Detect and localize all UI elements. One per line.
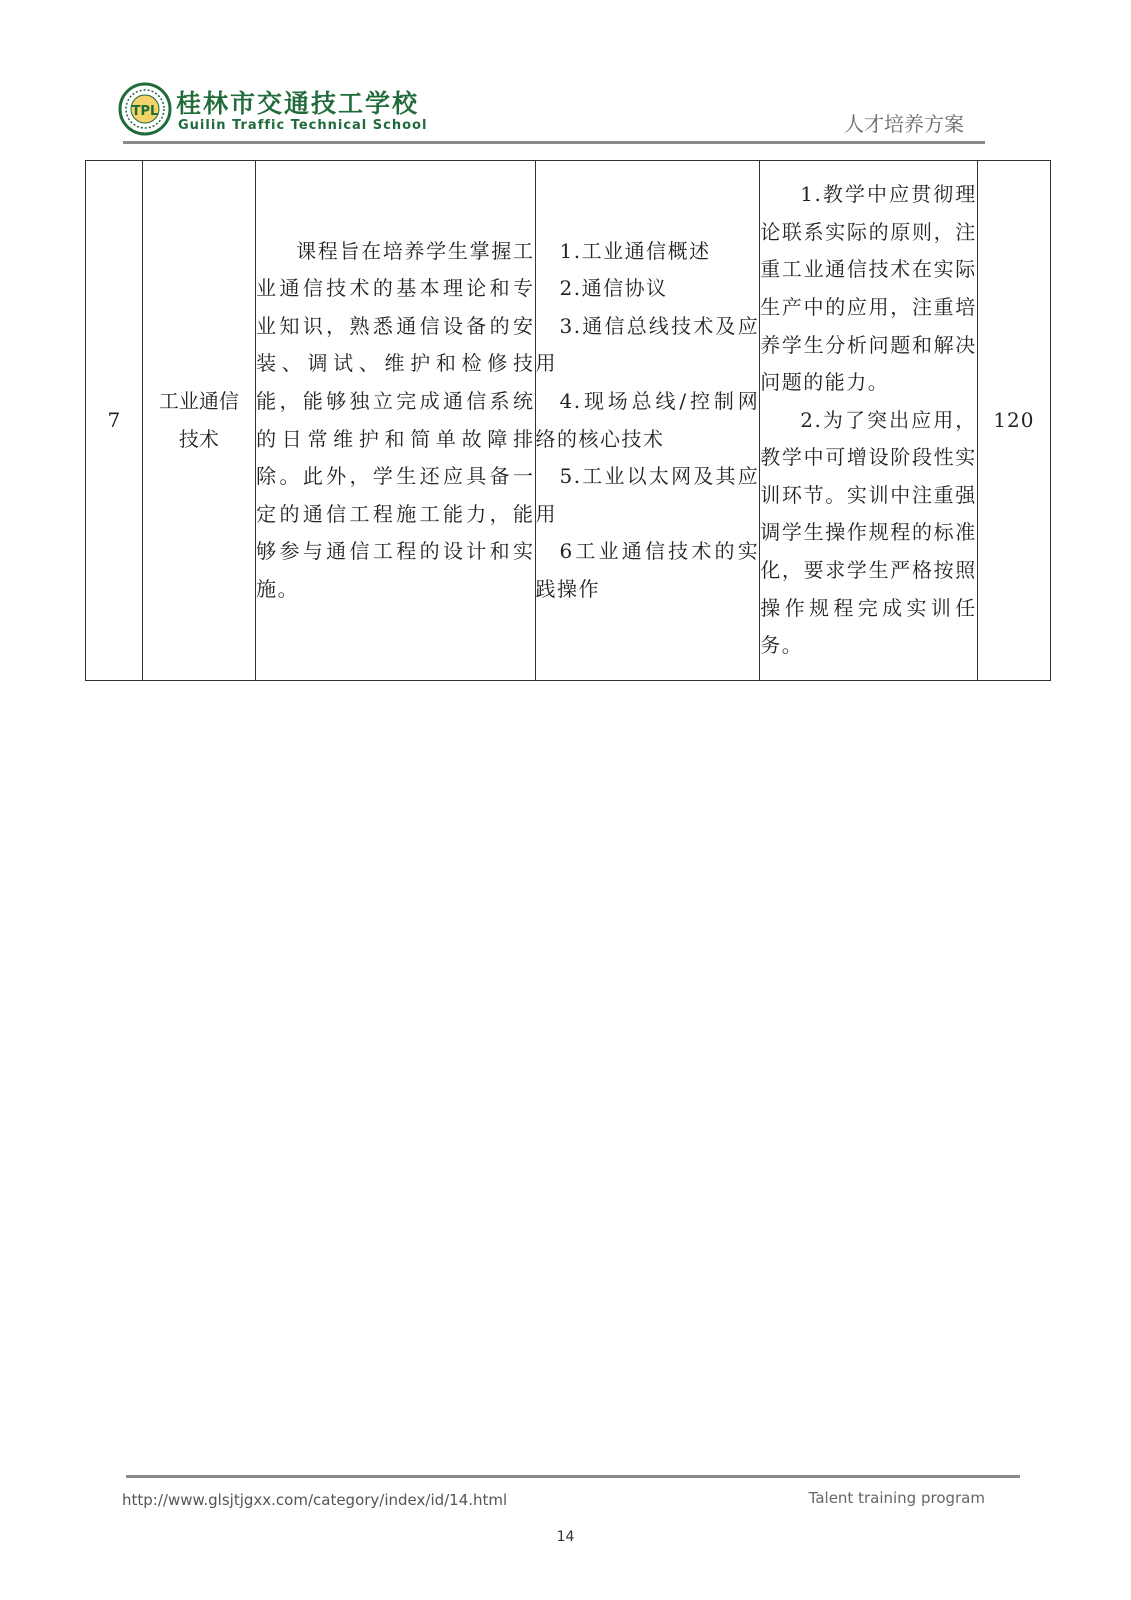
footer-divider	[126, 1475, 1020, 1478]
page-header	[118, 78, 988, 144]
course-hours: 120	[977, 161, 1050, 681]
content-item: 6工业通信技术的实践操作	[535, 539, 760, 601]
teaching-requirements	[760, 161, 978, 681]
objective-text: 课程旨在培养学生掌握工业通信技术的基本理论和专业知识，熟悉通信设备的安装、调试、维护和检修技能，能够独立完成通信系统的日常维护和简单故障排除。此外，学生还应具备一定的通信工程施工能力，能够参与通信工程的设计和实施。	[256, 238, 535, 601]
course-content	[535, 161, 760, 681]
course-name-line2: 技术	[178, 426, 219, 451]
footer-doc-type: Talent training program	[808, 1489, 985, 1507]
course-name-line1: 工业通信	[158, 388, 239, 413]
requirement-item: 2.为了突出应用，教学中可增设阶段性实训环节。实训中注重强调学生操作规程的标准化，要求学生严格按照操作规程完成实训任务。	[760, 407, 977, 658]
logo-letters: TPL	[131, 104, 159, 119]
document-type: 人才培养方案	[844, 112, 964, 136]
course-objective	[256, 161, 535, 681]
content-item: 2.通信协议	[559, 276, 668, 301]
footer-url: http://www.glsjtjgxx.com/category/index/id/14.html	[122, 1491, 508, 1509]
school-logo-icon	[118, 82, 172, 136]
course-number: 7	[86, 161, 143, 681]
school-name-cn: 桂林市交通技工学校	[176, 89, 420, 118]
course-name	[142, 161, 255, 681]
course-table	[85, 160, 1051, 681]
content-item: 5.工业以太网及其应用	[535, 464, 760, 526]
page-number: 14	[556, 1529, 575, 1545]
content-item: 4.现场总线/控制网络的核心技术	[535, 388, 760, 451]
table-row	[86, 161, 1051, 681]
content-item: 1.工业通信概述	[559, 238, 711, 263]
requirement-item: 1.教学中应贯彻理论联系实际的原则，注重工业通信技术在实际生产中的应用，注重培养学生分析问题和解决问题的能力。	[760, 182, 977, 395]
school-name-en: Guilin Traffic Technical School	[178, 118, 428, 133]
header-divider	[123, 141, 985, 144]
content-item: 3.通信总线技术及应用	[535, 313, 760, 376]
